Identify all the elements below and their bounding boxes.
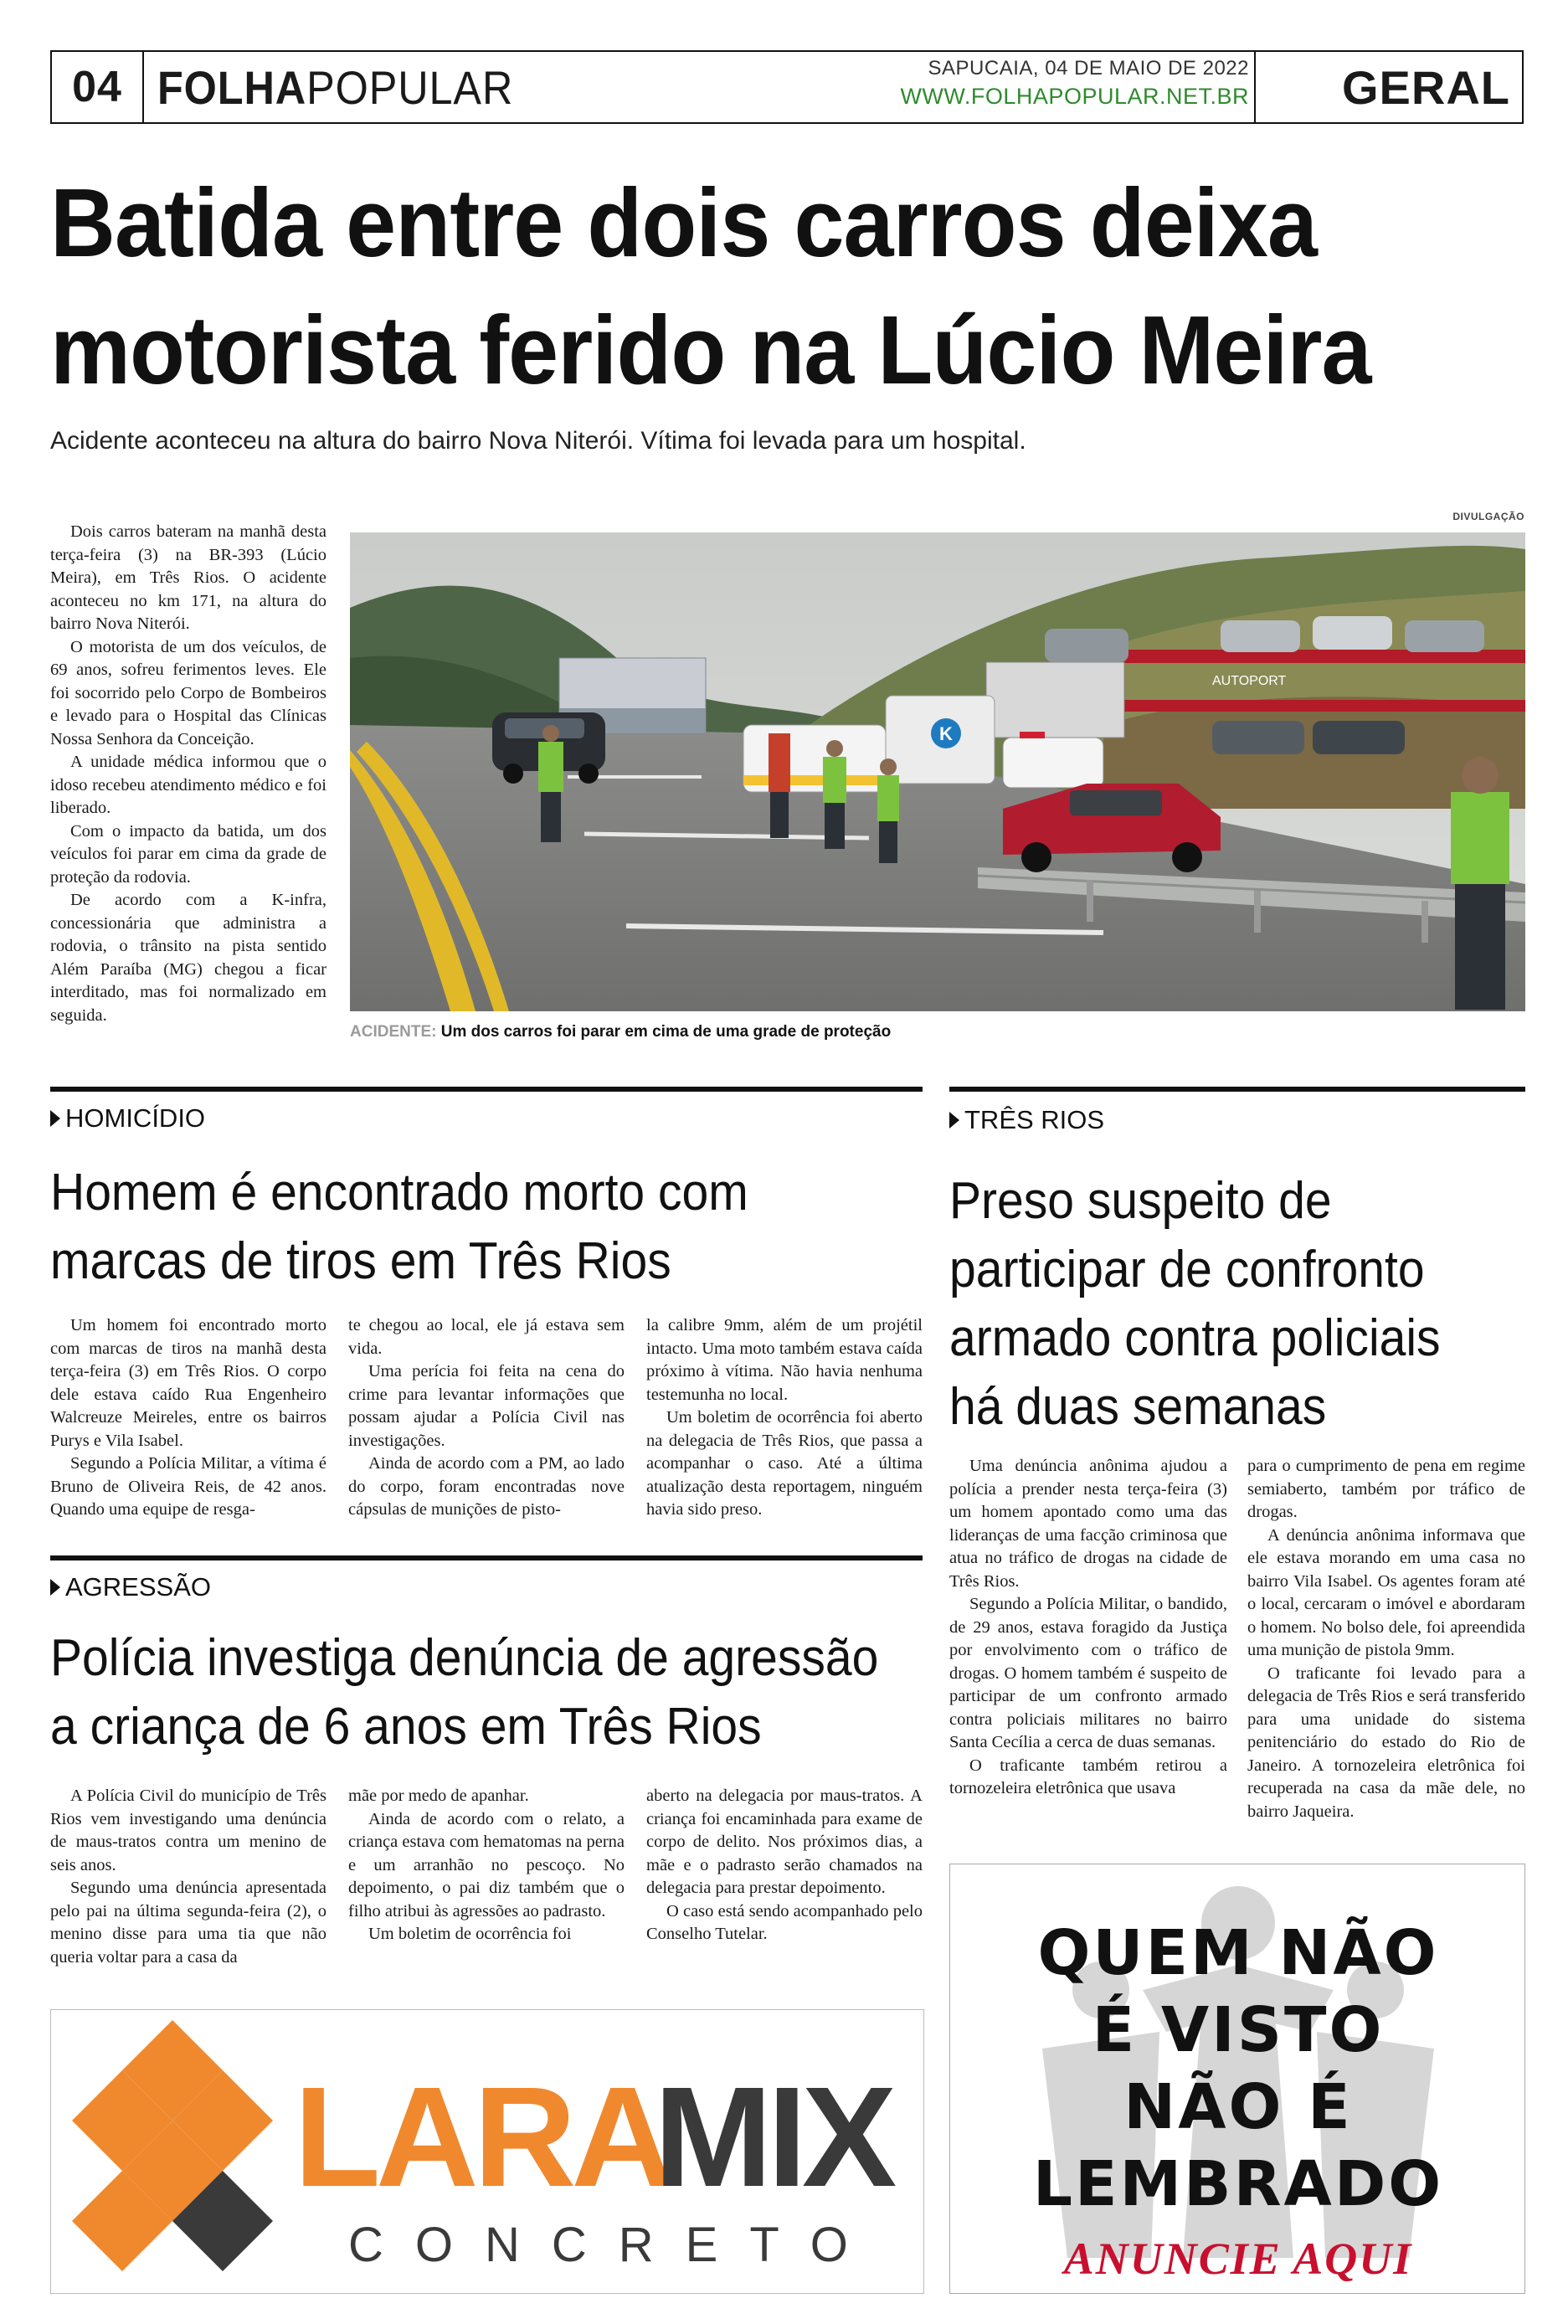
tresrios-headline-line: participar de confronto xyxy=(949,1241,1425,1298)
homicidio-paragraph: la calibre 9mm, além de um projétil intacto. Uma moto também estava caída próximo à vítima. Não havia nenhuma testemunha no local. xyxy=(646,1316,923,1404)
lead-paragraph: O motorista de um dos veículos, de 69 anos, sofreu ferimentos leves. Ele foi socorrido pelo Corpo de Bombeiros e levado para o Hospital das Clínicas Nossa Senhora da Conceição. xyxy=(50,637,326,748)
tresrios-kicker xyxy=(949,1105,1104,1135)
agressao-headline-line1: Polícia investiga denúncia de agressão xyxy=(50,1629,879,1687)
agressao-paragraph: mãe por medo de apanhar. xyxy=(348,1787,529,1805)
anuncie-cta[interactable]: ANUNCIE AQUI xyxy=(1063,2234,1413,2284)
kicker-arrow-icon xyxy=(50,1110,60,1127)
agressao-col-1 xyxy=(50,1785,326,1969)
kicker-arrow-icon xyxy=(50,1579,60,1596)
homicidio-paragraph: Um homem foi encontrado morto com marcas de tiros na manhã desta terça-feira (3) em Três Rios. O corpo dele estava caído Rua Engenheiro Walcreuze Meireles, entre os bairros Purys e Vila Isabel. xyxy=(50,1316,326,1450)
masthead xyxy=(50,50,1524,124)
section-label: GERAL xyxy=(1254,52,1522,122)
agressao-kicker xyxy=(50,1572,211,1602)
agressao-paragraph: aberto na delegacia por maus-tratos. A criança foi encaminhada para exame de corpo de delito. Nos próximos dias, a mãe e o padrasto serão chamados na delegacia para prestar depoimento. xyxy=(646,1787,923,1897)
homicidio-headline-line1: Homem é encontrado morto com xyxy=(50,1164,748,1221)
tresrios-paragraph: O traficante também retirou a tornozeleira eletrônica que usava xyxy=(949,1756,1227,1797)
main-headline-line2: motorista ferido na Lúcio Meira xyxy=(50,296,1371,404)
laramix-logo xyxy=(51,2010,925,2295)
homicidio-col-1 xyxy=(50,1314,326,1522)
lead-paragraph: De acordo com a K-infra, concessionária que administra a rodovia, o trânsito na pista sentido Além Paraíba (MG) chegou a ficar interditado, mas foi normalizado em seguida. xyxy=(50,891,326,1025)
anuncie-ad[interactable] xyxy=(949,1864,1525,2294)
photo-sign-text: AUTOPORT xyxy=(1212,674,1287,688)
tresrios-headline-line: Preso suspeito de xyxy=(949,1172,1332,1230)
photo-caption-text: Um dos carros foi parar em cima de uma grade de proteção xyxy=(440,1023,892,1041)
agressao-col-3 xyxy=(646,1785,923,1946)
agressao-paragraph: Um boletim de ocorrência foi xyxy=(368,1925,572,1943)
paper-name xyxy=(157,52,513,122)
lead-paragraph: Dois carros bateram na manhã desta terça-feira (3) na BR-393 (Lúcio Meira), em Três Rios. O acidente aconteceu no km 171, na altura do bairro Nova Niterói. xyxy=(50,522,326,633)
agressao-paragraph: O caso está sendo acompanhado pelo Conselho Tutelar. xyxy=(646,1901,923,1943)
laramix-tagline: CONCRETO xyxy=(348,2218,880,2272)
homicidio-headline xyxy=(50,1159,897,1296)
anuncie-line: NÃO É xyxy=(1123,2071,1353,2143)
anuncie-line: LEMBRADO xyxy=(1032,2148,1444,2220)
homicidio-paragraph: Ainda de acordo com a PM, ao lado do corpo, foram encontradas nove cápsulas de munições de pisto- xyxy=(348,1454,625,1519)
website-link[interactable]: WWW.FOLHAPOPULAR.NET.BR xyxy=(900,84,1249,109)
agressao-paragraph: Segundo uma denúncia apresentada pelo pai na última segunda-feira (2), o menino disse para uma tia que não queria voltar para a casa da xyxy=(50,1879,326,1967)
paper-name-light: POPULAR xyxy=(306,60,514,114)
anuncie-line: QUEM NÃO xyxy=(1037,1917,1439,1989)
tresrios-paragraph: Uma denúncia anônima ajudou a polícia a prender nesta terça-feira (3) um homem apontado como uma das lideranças de uma facção criminosa que atua no tráfico de drogas na cidade de Três Rios. xyxy=(949,1457,1227,1591)
kicker-arrow-icon xyxy=(949,1112,959,1129)
tresrios-headline-line: há duas semanas xyxy=(949,1378,1327,1436)
ambulance-logo-text: K xyxy=(939,723,953,744)
tresrios-headline xyxy=(949,1167,1519,1442)
main-subhead: Acidente aconteceu na altura do bairro Nova Niterói. Vítima foi levada para um hospital. xyxy=(50,427,1026,455)
homicidio-kicker xyxy=(50,1103,205,1134)
lead-article-body xyxy=(50,521,326,1027)
page-number: 04 xyxy=(52,52,144,122)
tresrios-col-1 xyxy=(949,1455,1227,1801)
laramix-ad[interactable] xyxy=(50,2009,924,2294)
homicidio-col-3 xyxy=(646,1314,923,1522)
tresrios-paragraph: O traficante foi levado para a delegacia de Três Rios e será transferido para uma unidade do sistema penitenciário do estado do Rio de Janeiro. A tornozeleira eletrônica foi recuperada na casa da mãe dele, no bairro Jaqueira. xyxy=(1247,1663,1525,1821)
tresrios-kicker-text: TRÊS RIOS xyxy=(964,1105,1105,1134)
section-rule xyxy=(50,1555,923,1560)
homicidio-kicker-text: HOMICÍDIO xyxy=(65,1103,206,1133)
homicidio-paragraph: Um boletim de ocorrência foi aberto na delegacia de Três Rios, que passa a acompanhar o caso. Até a última atualização desta reportagem, ninguém havia sido preso. xyxy=(646,1408,923,1519)
section-rule xyxy=(50,1087,923,1092)
laramix-diamond-icon xyxy=(72,2020,273,2271)
lead-paragraph: Com o impacto da batida, um dos veículos foi parar em cima da grade de proteção da rodovia. xyxy=(50,821,326,887)
homicidio-paragraph: Uma perícia foi feita na cena do crime para levantar informações que possam ajudar a Polícia Civil nas investigações. xyxy=(348,1362,625,1450)
anuncie-line: É VISTO xyxy=(1092,1994,1385,2066)
homicidio-headline-line2: marcas de tiros em Três Rios xyxy=(50,1232,671,1290)
agressao-paragraph: A Polícia Civil do município de Três Rios vem investigando uma denúncia de maus-tratos contra um menino de seis anos. xyxy=(50,1787,326,1874)
photo-credit: DIVULGAÇÃO xyxy=(1452,511,1524,522)
tresrios-paragraph: A denúncia anônima informava que ele estava morando em uma casa no bairro Vila Isabel. Os agentes foram até o local, cercaram o imóvel e abordaram o homem. No bolso dele, foi apreendida uma munição de pistola 9mm. xyxy=(1247,1525,1525,1659)
tresrios-paragraph: Segundo a Polícia Militar, o bandido, de 29 anos, estava foragido da Justiça por envolvimento com o tráfico de drogas. O homem também é suspeito de participar de um confronto armado contra policiais militares no bairro Santa Cecília a cerca de duas semanas. xyxy=(949,1595,1227,1751)
photo-caption-label: ACIDENTE: xyxy=(350,1023,437,1041)
photo-caption xyxy=(350,1023,891,1041)
section-rule xyxy=(949,1087,1525,1092)
dateline: SAPUCAIA, 04 DE MAIO DE 2022 xyxy=(928,57,1249,80)
main-headline-line1: Batida entre dois carros deixa xyxy=(50,168,1317,277)
homicidio-paragraph: te chegou ao local, ele já estava sem vida. xyxy=(348,1316,625,1358)
accident-photo-illustration xyxy=(350,532,1525,1011)
tresrios-paragraph: para o cumprimento de pena em regime semiaberto, também por tráfico de drogas. xyxy=(1247,1457,1525,1521)
agressao-headline-line2: a criança de 6 anos em Três Rios xyxy=(50,1698,762,1756)
agressao-headline xyxy=(50,1624,921,1761)
anuncie-slogan xyxy=(950,1915,1525,2223)
agressao-paragraph: Ainda de acordo com o relato, a criança estava com hematomas na perna e um arranhão no pescoço. No depoimento, o pai diz também que o filho atribui às agressões ao padrasto. xyxy=(348,1809,625,1920)
accident-photo xyxy=(350,532,1525,1011)
agressao-kicker-text: AGRESSÃO xyxy=(65,1572,211,1602)
laramix-brand-a: LARA xyxy=(294,2058,670,2217)
tresrios-headline-line: armado contra policiais xyxy=(949,1309,1441,1367)
laramix-brand-b: MIX xyxy=(654,2058,892,2217)
homicidio-col-2 xyxy=(348,1314,625,1522)
tresrios-col-2 xyxy=(1247,1455,1525,1823)
agressao-col-2 xyxy=(348,1785,625,1946)
paper-name-bold: FOLHA xyxy=(157,60,307,114)
date-block xyxy=(900,57,1249,110)
main-headline xyxy=(50,159,1428,414)
lead-paragraph: A unidade médica informou que o idoso recebeu atendimento médico e foi liberado. xyxy=(50,753,326,817)
homicidio-paragraph: Segundo a Polícia Militar, a vítima é Bruno de Oliveira Reis, de 42 anos. Quando uma equipe de resga- xyxy=(50,1454,326,1519)
